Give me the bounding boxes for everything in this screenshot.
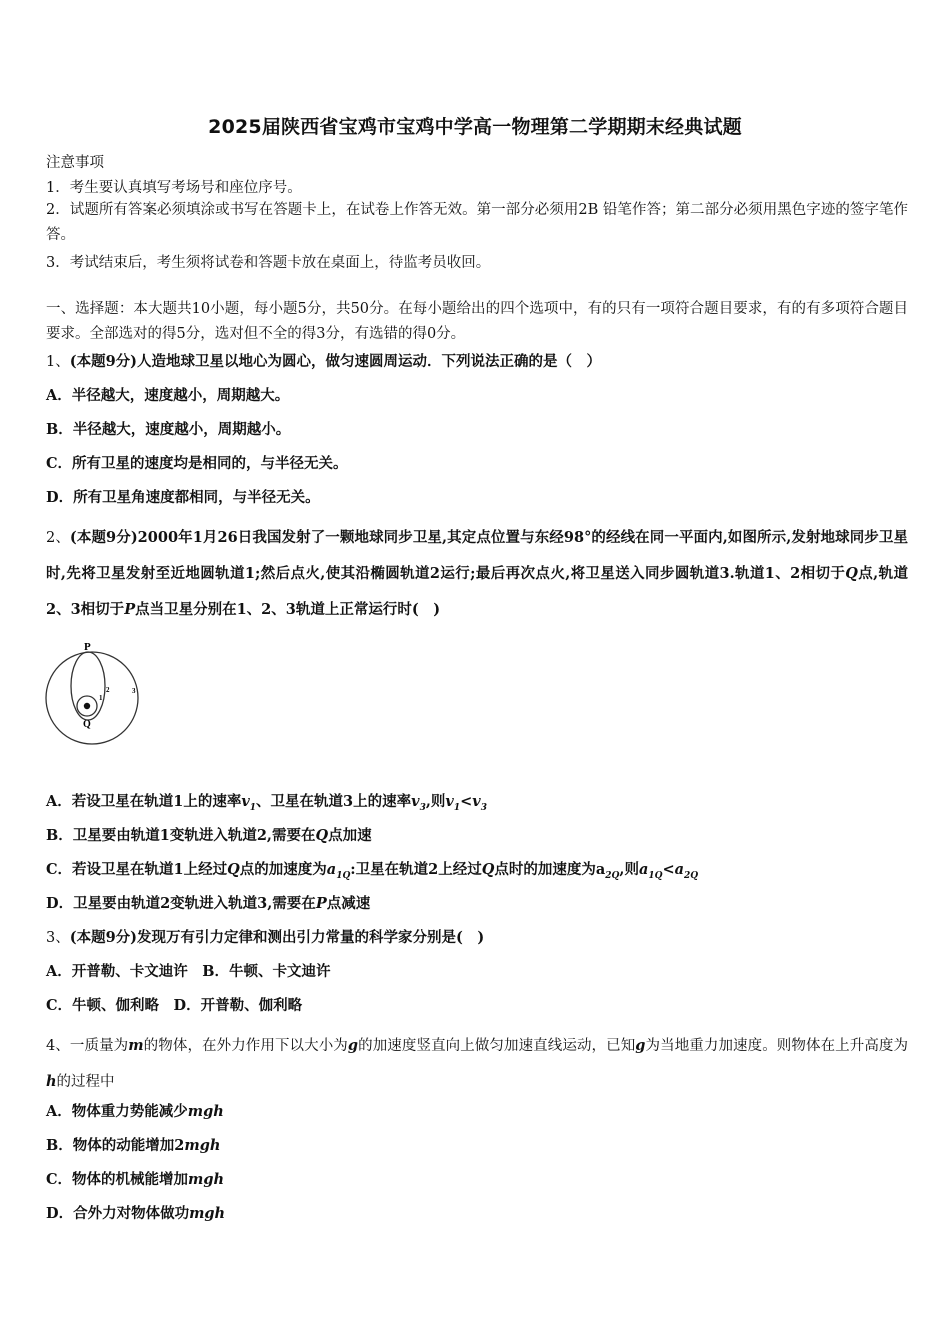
question-3-options-row-2: C．牛顿、伽利略 D．开普勒、伽利略 [46,997,303,1014]
label-orbit-2: 2 [106,686,110,694]
question-1-option-b: B．半径越大，速度越小，周期越小。 [46,421,291,438]
question-2-stem: 2、(本题9分)2000年1月26日我国发射了一颗地球同步卫星,其定点位置与东经98°的经线在同一平面内,如图所示,发射地球同步卫星时,先将卫星发射至近地圆轨道1;然后点火,使其沿椭圆轨道2运行;最后再次点火,将卫星送入同步圆轨道3.轨道1、2相切于Q点,轨道2、3相切于P点当卫星分别在1、2、3轨道上正常运行时( ) [46,529,908,618]
question-number: 2、 [46,530,70,546]
question-number: 3、 [46,930,70,946]
question-number: 1、 [46,354,70,370]
question-4-option-b: B．物体的动能增加2mgh [46,1137,221,1154]
question-4-option-a: A．物体重力势能减少mgh [46,1103,224,1120]
notice-item-2: 2．试题所有答案必须填涂或书写在答题卡上，在试卷上作答无效。第一部分必须用2B 铅笔作答；第二部分必须用黑色字迹的签字笔作答。 [46,202,908,243]
label-orbit-1: 1 [99,694,103,702]
question-2-option-a: A．若设卫星在轨道1上的速率$v_1$、卫星在轨道3上的速率$v_3$,则$v_1<v_3$ [46,793,487,813]
question-text: (本题9分)人造地球卫星以地心为圆心，做匀速圆周运动．下列说法正确的是（ ） [69,353,602,370]
notice-heading: 注意事项 [46,155,104,171]
orbit-2-ellipse [71,652,105,720]
question-4-stem: 4、一质量为m的物体，在外力作用下以大小为g的加速度竖直向上做匀加速直线运动，已知g为当地重力加速度。则物体在上升高度为h的过程中 [46,1037,909,1090]
section-intro: 一、选择题：本大题共10小题，每小题5分，共50分。在每小题给出的四个选项中，有的只有一项符合题目要求，有的有多项符合题目要求。全部选对的得5分，选对但不全的得3分，有选错的得0分。 [46,301,908,342]
label-q: Q [83,719,91,730]
question-2-option-d: D．卫星要由轨道2变轨进入轨道3,需要在P点减速 [46,895,371,912]
page-title: 2025届陕西省宝鸡市宝鸡中学高一物理第二学期期末经典试题 [208,116,742,138]
orbit-diagram [44,636,154,758]
label-orbit-3: 3 [132,687,136,695]
question-4-option-c: C．物体的机械能增加mgh [46,1171,225,1188]
question-1-option-d: D．所有卫星角速度都相同，与半径无关。 [46,489,320,506]
question-3-options-row-1: A．开普勒、卡文迪许 B．牛顿、卡文迪许 [46,963,331,980]
earth-dot [84,703,90,709]
question-2-option-b: B．卫星要由轨道1变轨进入轨道2,需要在Q点加速 [46,827,372,844]
notice-item-3: 3．考试结束后，考生须将试卷和答题卡放在桌面上，待监考员收回。 [46,255,491,271]
question-1-option-c: C．所有卫星的速度均是相同的，与半径无关。 [46,455,348,472]
question-1-stem [46,350,601,371]
question-3-stem: 3、(本题9分)发现万有引力定律和测出引力常量的科学家分别是( ) [46,929,485,946]
label-p: P [84,641,91,653]
question-1-option-a: A．半径越大，速度越小，周期越大。 [46,387,290,404]
question-4-option-d: D．合外力对物体做功mgh [46,1205,226,1222]
question-2-option-c: C．若设卫星在轨道1上经过Q点的加速度为$a_{1Q}$:卫星在轨道2上经过Q点时的加速度为$a_{2Q}$,则$a_{1Q}<a_{2Q}$ [46,861,699,881]
notice-item-1: 1．考生要认真填写考场号和座位序号。 [46,180,302,196]
